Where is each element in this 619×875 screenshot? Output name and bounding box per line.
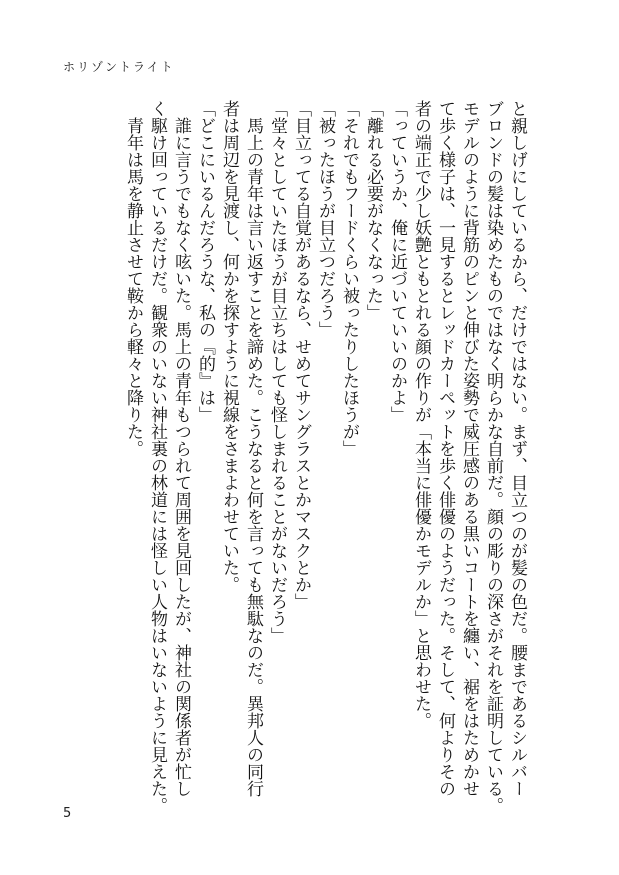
- text-line: 馬上の青年は言い返すことを諦めた。こうなると何を言っても無駄なのだ。異邦人の同行: [243, 100, 263, 797]
- text-line: 「それでもフードくらい被ったりしたほうが」: [339, 100, 359, 457]
- text-line: 「堂々としていたほうが目立ちはしても怪しまれることがないだろう」: [267, 100, 287, 644]
- body-text: [121, 100, 529, 815]
- text-line: て歩く様子は、一見するとレッドカーペットを歩く俳優のようだった。そして、何よりその: [435, 100, 455, 797]
- text-line: 「目立ってる自覚があるなら、せめてサングラスとかマスクとか」: [291, 100, 311, 610]
- text-line: 「どこにいるんだろうな、私の『的』は」: [195, 100, 215, 423]
- text-line: 者の端正で少し妖艶ともとれる顔の作りが「本当に俳優かモデルか」と思わせた。: [411, 100, 431, 729]
- text-line: 「っていうか、俺に近づいていいのかよ」: [387, 100, 407, 423]
- text-line: 青年は馬を静止させて鞍から軽々と降りた。: [123, 100, 143, 457]
- text-line: く駆け回っているだけだ。観衆のいない神社裏の林道には怪しい人物はいないように見えた。: [147, 100, 167, 814]
- text-line: 誰に言うでもなく呟いた。馬上の青年もつられて周囲を見回したが、神社の関係者が忙し: [171, 100, 191, 797]
- text-line: ブロンドの髪は染めたものではなく明らかな自前だ。顔の彫りの深さがそれを証明している。: [483, 100, 503, 814]
- text-line: と親しげにしているから、だけではない。まず、目立つのが髪の色だ。腰まであるシルバー: [507, 100, 527, 797]
- text-line: 者は周辺を見渡し、何かを探すように視線をさまよわせていた。: [219, 100, 239, 593]
- running-header-title: ホリゾントライト: [63, 60, 175, 74]
- text-line: モデルのように背筋のピンと伸びた姿勢で威圧感のある黒いコートを纏い、裾をはためかせ: [459, 100, 479, 797]
- page-number: 5: [63, 806, 72, 821]
- text-line: 「被ったほうが目立つだろう」: [315, 100, 335, 338]
- text-line: 「離れる必要がなくなった」: [363, 100, 383, 321]
